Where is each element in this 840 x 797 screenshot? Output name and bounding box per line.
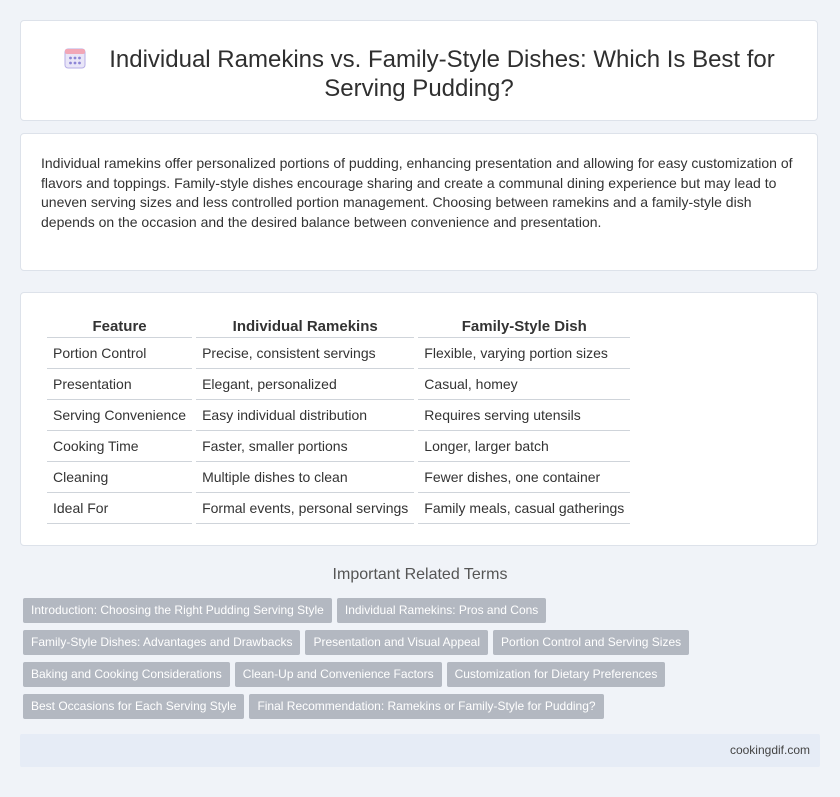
table-row (47, 431, 630, 462)
table-cell: Fewer dishes, one container (418, 462, 630, 493)
footer (20, 734, 820, 767)
table-cell: Cleaning (47, 462, 192, 493)
table-cell: Portion Control (47, 338, 192, 369)
related-term-tag[interactable]: Clean-Up and Convenience Factors (235, 662, 442, 687)
table-header-row (47, 315, 630, 338)
table-cell: Flexible, varying portion sizes (418, 338, 630, 369)
related-term-tag[interactable]: Baking and Cooking Considerations (23, 662, 230, 687)
related-term-tag[interactable]: Final Recommendation: Ramekins or Family-Style for Pudding? (249, 694, 603, 719)
related-term-tag[interactable]: Portion Control and Serving Sizes (493, 630, 689, 655)
table-cell: Faster, smaller portions (196, 431, 414, 462)
table-cell: Elegant, personalized (196, 369, 414, 400)
table-cell: Family meals, casual gatherings (418, 493, 630, 524)
related-term-tag[interactable]: Individual Ramekins: Pros and Cons (337, 598, 546, 623)
table-row (47, 462, 630, 493)
table-cell: Ideal For (47, 493, 192, 524)
header-ramekins: Individual Ramekins (196, 315, 414, 338)
comparison-table (43, 315, 634, 524)
related-term-tag[interactable]: Best Occasions for Each Serving Style (23, 694, 244, 719)
table-cell: Serving Convenience (47, 400, 192, 431)
comparison-card (20, 292, 818, 546)
title-line-2: Serving Pudding? (324, 75, 514, 102)
page-title (21, 45, 817, 103)
title-line-1: Individual Ramekins vs. Family-Style Dishes: Which Is Best for (109, 46, 775, 73)
table-row (47, 493, 630, 524)
table-row (47, 338, 630, 369)
table-row (47, 369, 630, 400)
header-family-style: Family-Style Dish (418, 315, 630, 338)
table-cell: Multiple dishes to clean (196, 462, 414, 493)
calendar-icon (63, 46, 87, 70)
intro-card (20, 133, 818, 271)
related-term-tag[interactable]: Family-Style Dishes: Advantages and Drawbacks (23, 630, 300, 655)
related-term-tag[interactable]: Customization for Dietary Preferences (447, 662, 666, 687)
intro-text: Individual ramekins offer personalized portions of pudding, enhancing presentation and allowing for easy customization of flavors and toppings. Family-style dishes encourage sharing and create a communal dining experience but may lead to uneven serving sizes and less controlled portion management. Choosing between ramekins and a family-style dish depends on the occasion and the desired balance between convenience and presentation. (41, 155, 793, 230)
header-card (20, 20, 818, 121)
related-terms-list (23, 598, 823, 726)
table-cell: Cooking Time (47, 431, 192, 462)
table-cell: Casual, homey (418, 369, 630, 400)
header-feature: Feature (47, 315, 192, 338)
table-cell: Precise, consistent servings (196, 338, 414, 369)
table-cell: Requires serving utensils (418, 400, 630, 431)
footer-site-link[interactable]: cookingdif.com (729, 743, 810, 757)
table-cell: Formal events, personal servings (196, 493, 414, 524)
related-term-tag[interactable]: Introduction: Choosing the Right Pudding Serving Style (23, 598, 332, 623)
table-cell: Easy individual distribution (196, 400, 414, 431)
table-cell: Presentation (47, 369, 192, 400)
related-term-tag[interactable]: Presentation and Visual Appeal (305, 630, 488, 655)
table-cell: Longer, larger batch (418, 431, 630, 462)
table-row (47, 400, 630, 431)
related-terms-title: Important Related Terms (332, 566, 508, 583)
